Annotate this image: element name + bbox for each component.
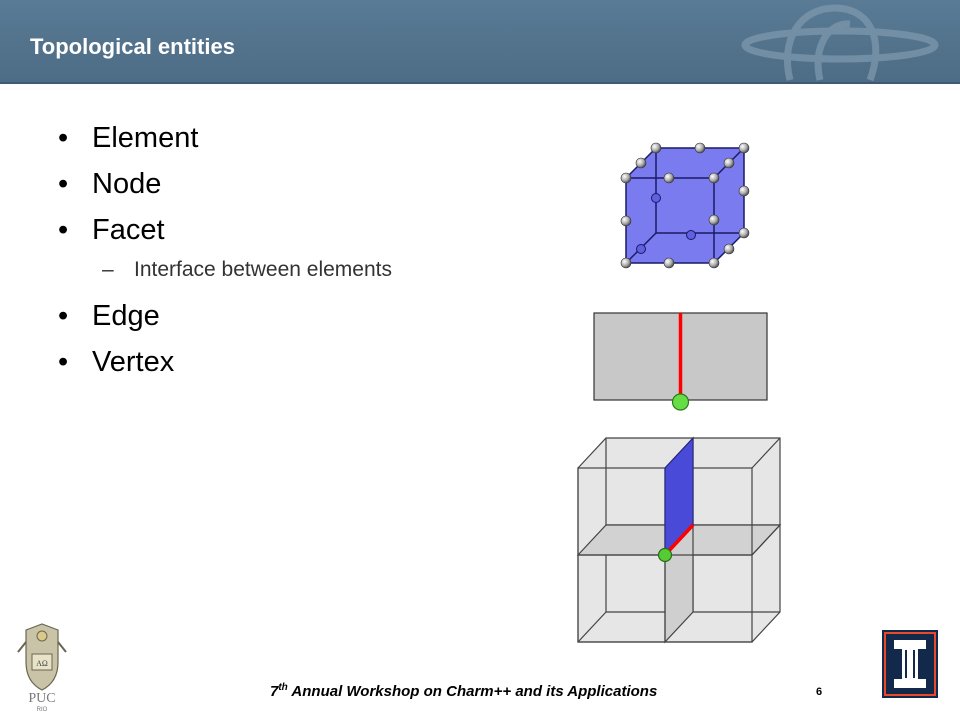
footer-workshop [270,682,657,700]
bullet-vertex: • Vertex [58,342,392,388]
footer-ordinal: 7 [270,683,279,700]
svg-text:PUC: PUC [28,691,56,706]
decorative-swirl-logo [720,0,960,82]
slide-title: Topological entities [30,34,235,59]
element-cube-figure [610,140,760,275]
green-vertex-dot [673,394,689,410]
bullet-list [58,118,392,388]
dash-marker: – [102,258,114,281]
sub-bullet-interface [58,256,392,296]
element-grid-figure [570,432,790,648]
svg-text:ΑΩ: ΑΩ [36,659,48,668]
sub-bullet-label: Interface between elements [134,258,392,281]
page-number: 6 [816,686,823,698]
puc-rio-logo [12,622,72,717]
edge-figure [590,310,770,415]
bullet-element: • Element [58,118,392,164]
bullet-node: • Node [58,164,392,210]
slide-header [0,0,960,84]
highlighted-vertex [659,549,672,562]
footer-ordinal-suffix: th [278,682,288,693]
bullet-facet: • Facet [58,210,392,256]
crest-icon [12,622,72,712]
bullet-edge: • Edge [58,296,392,342]
svg-text:RIO: RIO [36,707,48,712]
illinois-logo [882,630,938,698]
footer-workshop-title: Annual Workshop on Charm++ and its Applications [287,683,658,700]
